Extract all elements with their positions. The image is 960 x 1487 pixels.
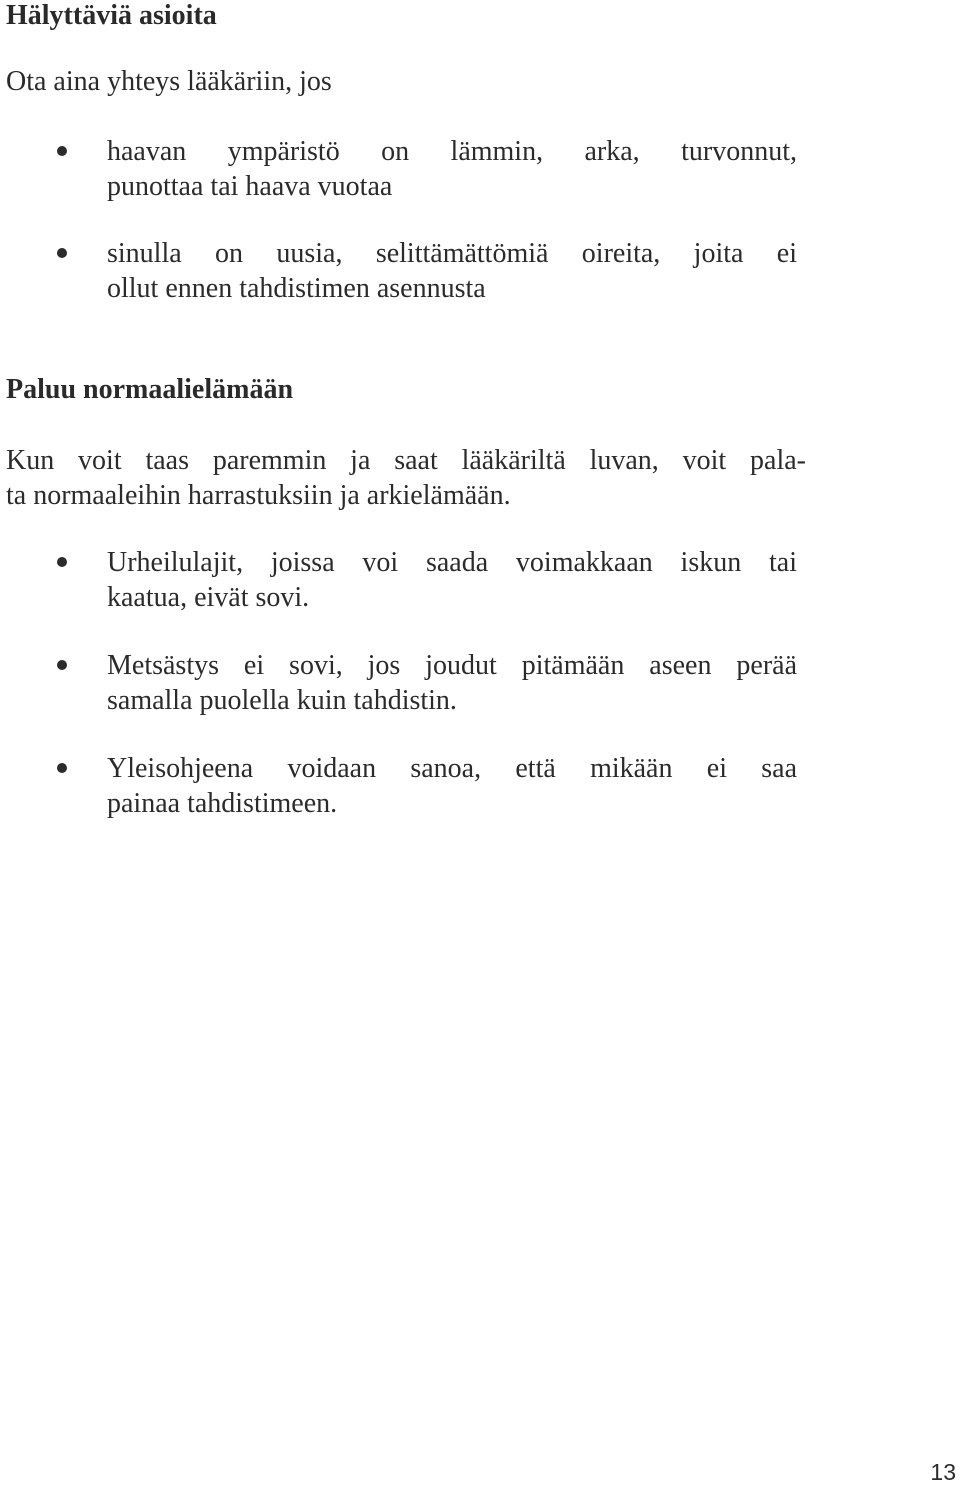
list-item-text [107, 134, 797, 204]
text-line: Kun voit taas paremmin ja saat lääkäriltä luvan, voit pala- [6, 445, 806, 476]
text-line: kaatua, eivät sovi. [107, 582, 310, 613]
section-heading-return-to-normal: Paluu normaalielämään [6, 374, 294, 405]
list-item-text [107, 545, 797, 615]
intro-text: Ota aina yhteys lääkäriin, jos [6, 66, 332, 97]
body-paragraph [6, 443, 806, 513]
text-line: samalla puolella kuin tahdistin. [107, 685, 457, 716]
text-line: ollut ennen tahdistimen asennusta [107, 273, 486, 304]
text-line: Urheilulajit, joissa voi saada voimakkaan iskun tai [107, 547, 797, 578]
bullet-icon [57, 763, 67, 773]
list-item-text [107, 751, 797, 821]
page-number: 13 [930, 1459, 956, 1485]
list-item-text [107, 236, 797, 306]
text-line: Yleisohjeena voidaan sanoa, että mikään ei saa [107, 753, 797, 784]
list-item-text [107, 648, 797, 718]
text-line: Metsästys ei sovi, jos joudut pitämään aseen perää [107, 650, 797, 681]
bullet-icon [57, 146, 67, 156]
section-heading-warning-signs: Hälyttäviä asioita [6, 0, 217, 31]
text-line: punottaa tai haava vuotaa [107, 171, 393, 202]
text-line: sinulla on uusia, selittämättömiä oireita, joita ei [107, 238, 797, 269]
bullet-icon [57, 248, 67, 258]
text-line: painaa tahdistimeen. [107, 788, 338, 819]
text-line: ta normaaleihin harrastuksiin ja arkielämään. [6, 480, 511, 511]
bullet-icon [57, 557, 67, 567]
bullet-icon [57, 660, 67, 670]
text-line: haavan ympäristö on lämmin, arka, turvonnut, [107, 136, 797, 167]
